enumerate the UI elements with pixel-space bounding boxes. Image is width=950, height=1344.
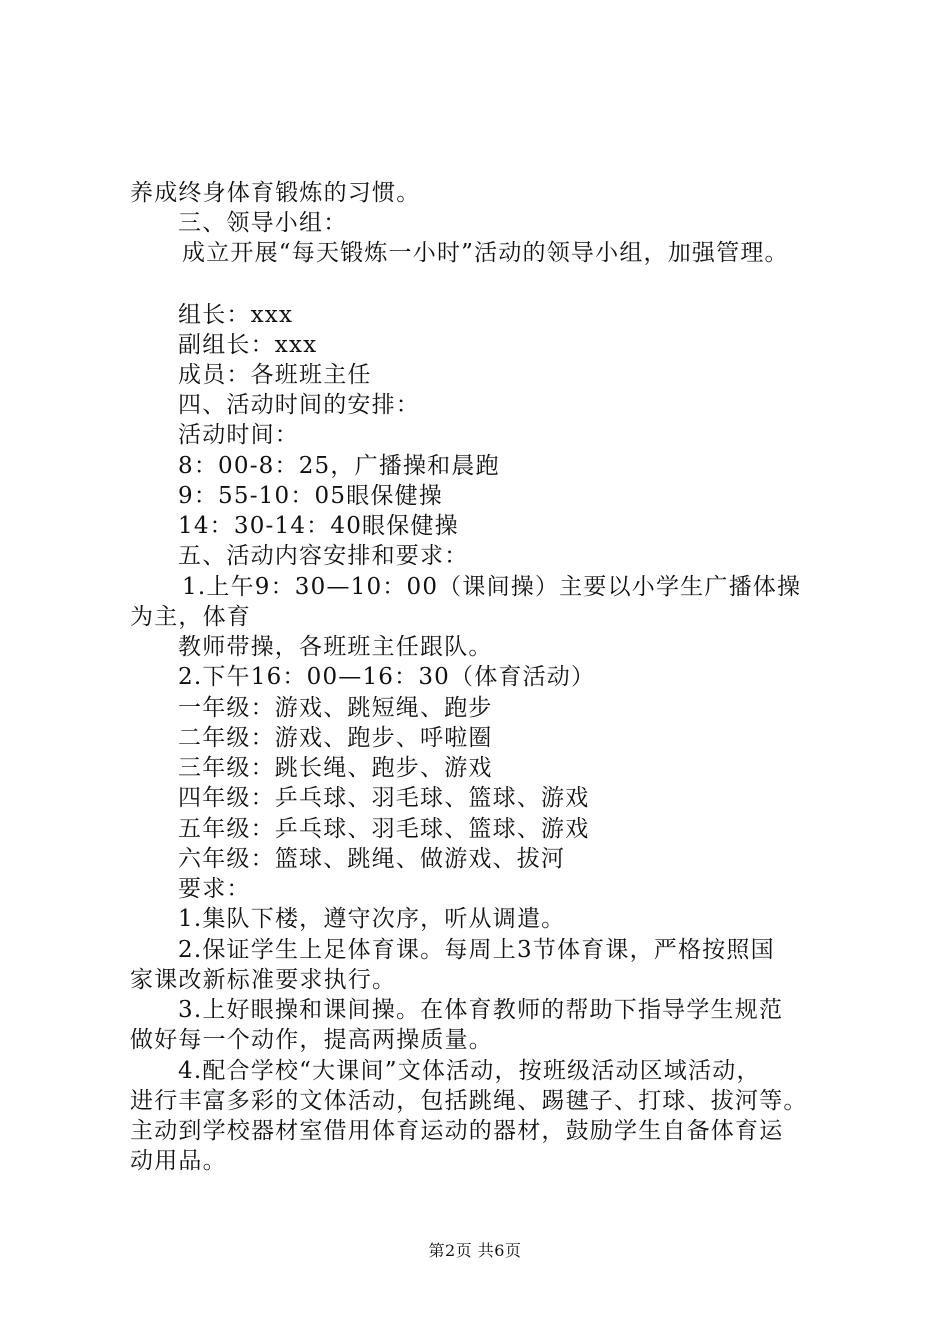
text-line: 9：55-10：05眼保健操 (178, 483, 444, 509)
text-line: 家课改新标准要求执行。 (130, 967, 397, 993)
text-line: 动用品。 (130, 1148, 227, 1174)
text-line: 组长：xxx (178, 302, 294, 328)
text-line: 2.保证学生上足体育课。每周上3节体育课，严格按照国 (178, 937, 775, 963)
section-heading: 三、领导小组： (178, 210, 348, 236)
text-line: 要求： (178, 876, 251, 902)
text-line: 8：00-8：25，广播操和晨跑 (178, 453, 500, 479)
text-line: 四年级：乒乓球、羽毛球、篮球、游戏 (178, 785, 590, 811)
text-line: 主动到学校器材室借用体育运动的器材，鼓励学生自备体育运 (130, 1118, 784, 1144)
text-line: 一年级：游戏、跳短绳、跑步 (178, 695, 493, 721)
text-line: 二年级：游戏、跑步、呼啦圈 (178, 725, 493, 751)
text-line: 成员：各班班主任 (178, 362, 372, 388)
section-heading: 五、活动内容安排和要求： (178, 543, 469, 569)
section-heading: 四、活动时间的安排： (178, 392, 420, 418)
text-line: 为主，体育 (130, 604, 251, 630)
text-line: 养成终身体育锻炼的习惯。 (130, 180, 421, 206)
text-line: 进行丰富多彩的文体活动，包括跳绳、踢毽子、打球、拔河等。 (130, 1088, 808, 1114)
text-line: 14：30-14：40眼保健操 (178, 513, 459, 539)
text-line: 做好每一个动作，提高两操质量。 (130, 1027, 493, 1053)
text-line: 3.上好眼操和课间操。在体育教师的帮助下指导学生规范 (178, 997, 784, 1023)
text-line: 2.下午16：00—16：30（体育活动） (178, 664, 596, 690)
text-line: 六年级：篮球、跳绳、做游戏、拔河 (178, 846, 566, 872)
page-footer (0, 1240, 950, 1262)
text-line: 教师带操，各班班主任跟队。 (178, 634, 493, 660)
text-line: 五年级：乒乓球、羽毛球、篮球、游戏 (178, 816, 590, 842)
text-line: 副组长：xxx (178, 332, 318, 358)
text-line: 1.集队下楼，遵守次序，听从调遣。 (178, 906, 566, 932)
page-number-label: 第2页 共6页 (428, 1241, 522, 1260)
text-line: 1.上午9：30—10：00（课间操）主要以小学生广播体操 (182, 574, 802, 600)
text-line: 三年级：跳长绳、跑步、游戏 (178, 755, 493, 781)
text-line: 4.配合学校“大课间”文体活动，按班级活动区域活动， (178, 1058, 761, 1084)
text-line: 活动时间： (178, 422, 299, 448)
text-line: 成立开展“每天锻炼一小时”活动的领导小组，加强管理。 (182, 240, 789, 266)
